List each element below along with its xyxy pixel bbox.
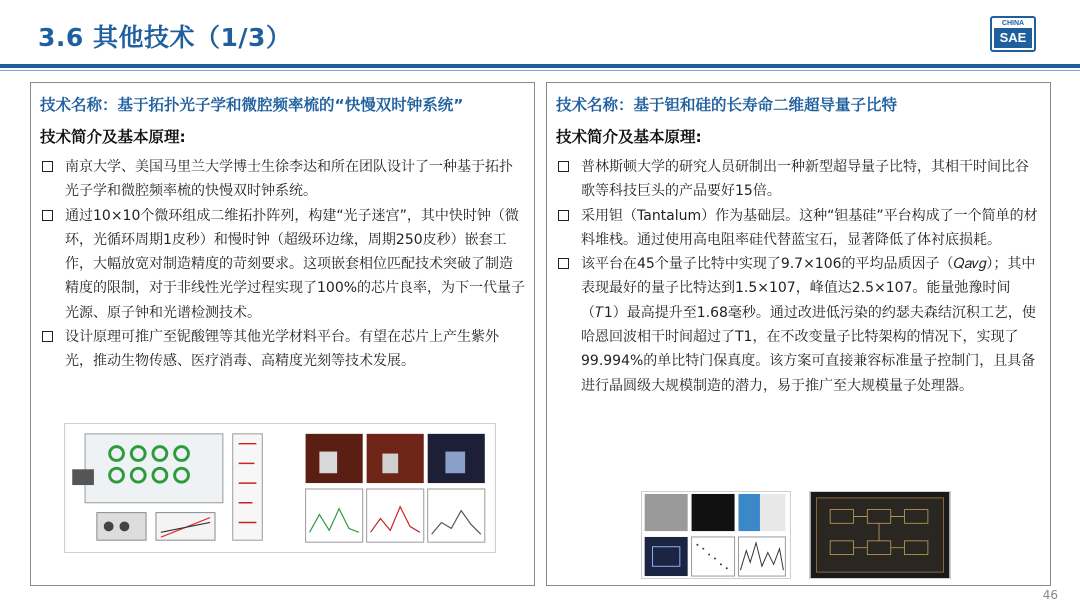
logo-bottom-text: SAE [994, 28, 1032, 48]
left-bullet-list [40, 155, 526, 374]
list-item [40, 325, 526, 374]
square-bullet-icon [42, 210, 53, 221]
right-tech-name: 技术名称：基于钽和硅的长寿命二维超导量子比特 [556, 96, 898, 114]
page-number: 46 [1042, 588, 1058, 602]
square-bullet-icon [42, 331, 53, 342]
bullet-text: 该平台在45个量子比特中实现了9.7×106的平均品质因子（𝑄𝑎𝑣𝑔）；其中表现最好的量子比特达到1.5×107，峰值达2.5×107。能量弛豫时间（𝑇1）最高提升至1.68毫秒。通过改进低污染的约瑟夫森结沉积工艺，使哈恩回波相干时间超过了T1，在不改变量子比特架构的情况下，实现了99.994%的单比特门保真度。该方案可直接兼容标准量子控制门，且具备进行晶圆级大规模制造的潜力，易于推广至大规模量子处理器。 [581, 256, 1036, 394]
bullet-text: 普林斯顿大学的研究人员研制出一种新型超导量子比特，其相干时间比谷歌等科技巨头的产品要好15倍。 [581, 159, 1029, 200]
bullet-text: 通过10×10个微环组成二维拓扑阵列，构建“光子迷宫”，其中快时钟（微环，光循环周期1皮秒）和慢时钟（超级环边缘，周期250皮秒）嵌套工作，大幅放宽对制造精度的苛刻要求。这项嵌套相位匹配技术突破了制造精度的限制，对于非线性光学过程实现了100%的芯片良率，为下一代量子光源、原子钟和光谱检测技术。 [65, 207, 526, 321]
right-subhead: 技术简介及基本原理: [556, 128, 702, 146]
page-title: 3.6 其他技术（1/3） [38, 23, 292, 52]
quantum-chip-image [809, 491, 951, 579]
bullet-text: 采用钽（Tantalum）作为基础层。这种“钽基硅”平台构成了一个简单的材料堆栈。通过使用高电阻率硅代替蓝宝石，显著降低了体衬底损耗。 [581, 207, 1038, 248]
list-item [556, 155, 1042, 204]
china-sae-logo [990, 16, 1036, 52]
header-divider [0, 64, 1080, 68]
bullet-text: 设计原理可推广至铌酸锂等其他光学材料平台。有望在芯片上产生紫外光，推动生物传感、医疗消毒、高精度光刻等技术发展。 [65, 329, 499, 370]
photonics-figure [64, 423, 496, 553]
list-item [40, 155, 526, 204]
bullet-text: 南京大学、美国马里兰大学博士生徐李达和所在团队设计了一种基于拓扑光子学和微腔频率梳的快慢双时钟系统。 [65, 159, 513, 200]
logo-top-text: CHINA [1001, 20, 1025, 27]
list-item [40, 204, 526, 325]
square-bullet-icon [558, 258, 569, 269]
header-divider-thin [0, 70, 1080, 71]
left-subhead: 技术简介及基本原理: [40, 128, 186, 146]
left-panel [30, 82, 535, 586]
square-bullet-icon [558, 210, 569, 221]
left-tech-name: 技术名称：基于拓扑光子学和微腔频率梳的“快慢双时钟系统” [40, 96, 464, 114]
right-bullet-list [556, 155, 1042, 398]
square-bullet-icon [42, 161, 53, 172]
right-panel [546, 82, 1051, 586]
list-item [556, 252, 1042, 398]
qubit-measurement-figure [641, 491, 791, 579]
list-item [556, 204, 1042, 253]
square-bullet-icon [558, 161, 569, 172]
